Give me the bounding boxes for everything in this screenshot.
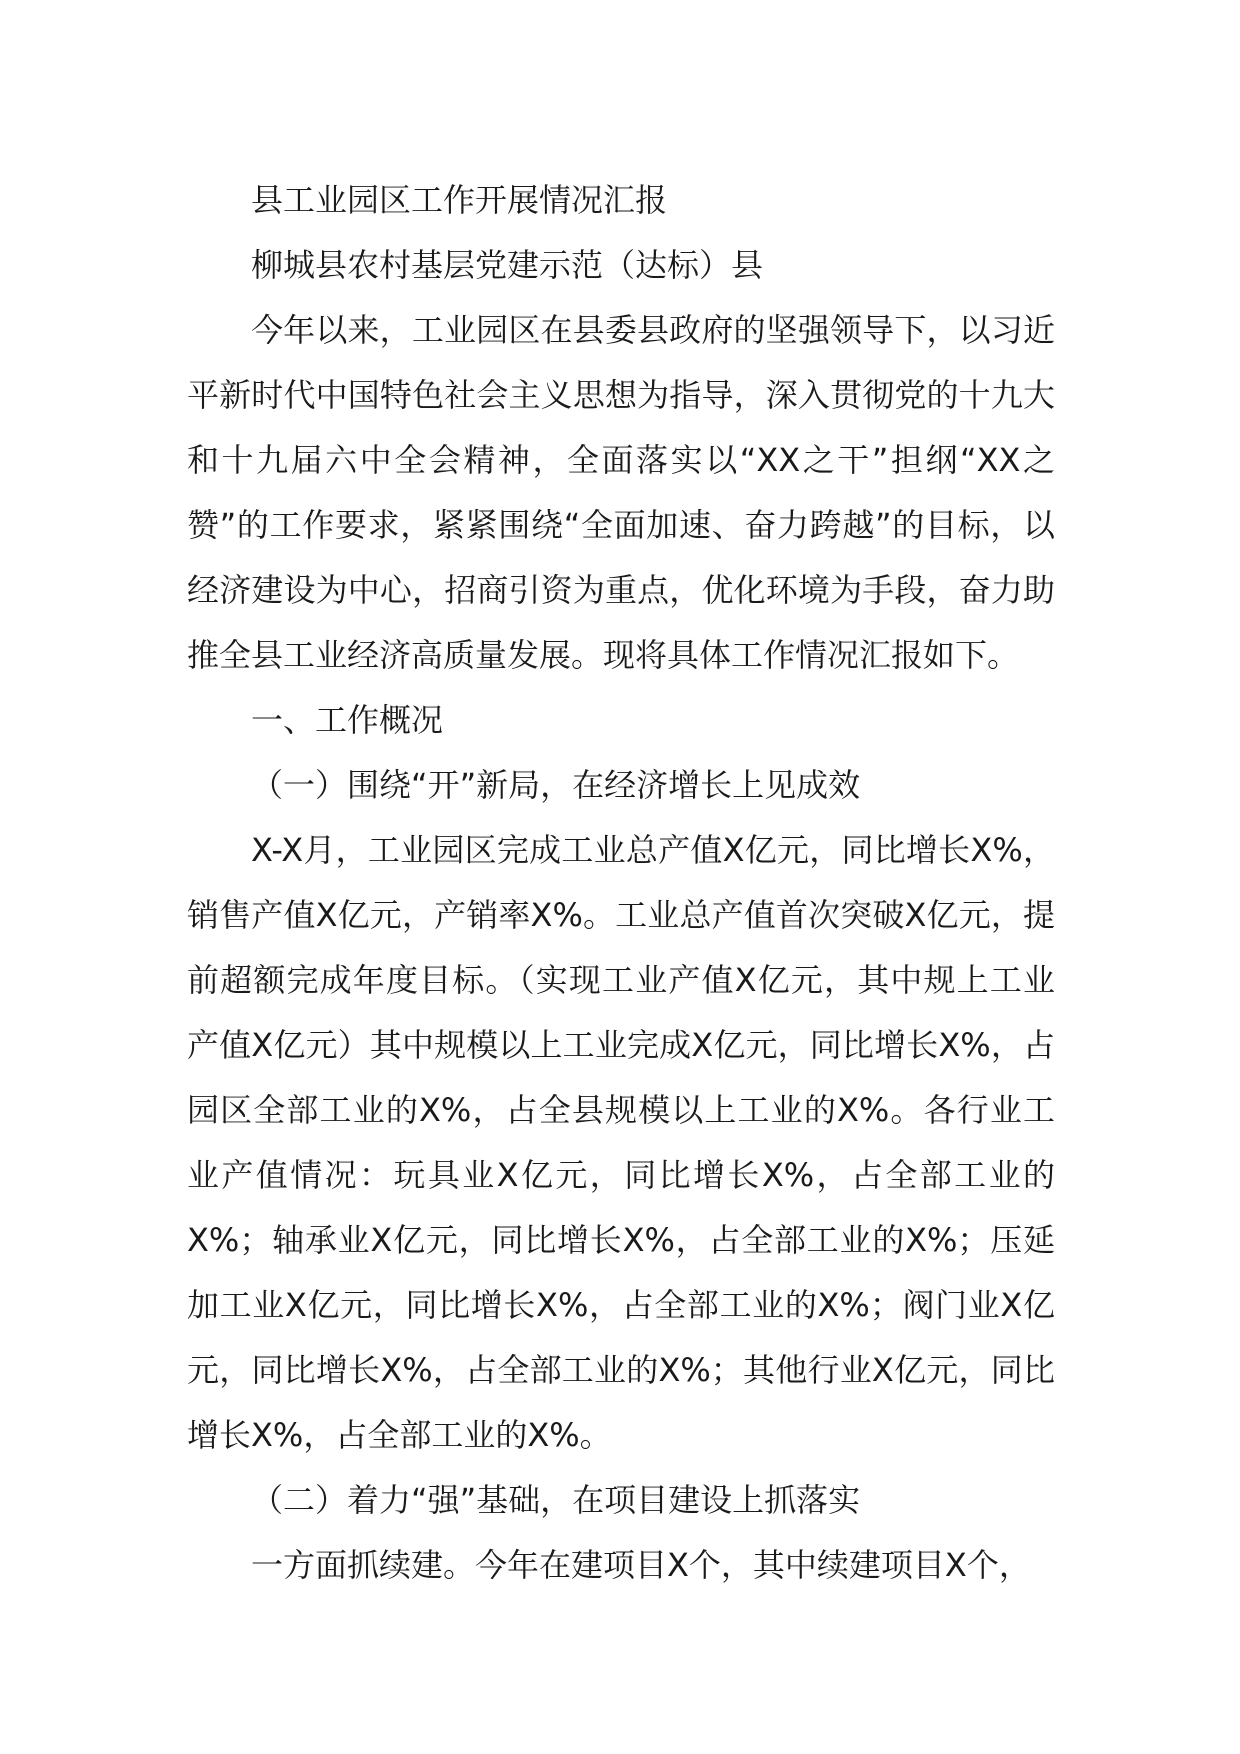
body-paragraph: 一方面抓续建。今年在建项目X个，其中续建项目X个，: [251, 1546, 1031, 1584]
subsection-heading: （一）围绕“开”新局，在经济增长上见成效: [251, 766, 861, 804]
document-page: [187, 168, 1055, 1598]
document-subtitle: 柳城县农村基层党建示范（达标）县: [251, 246, 764, 284]
section-heading: 一、工作概况: [251, 701, 444, 739]
subsection-heading: （二）着力“强”基础，在项目建设上抓落实: [251, 1481, 861, 1519]
intro-paragraph: 今年以来，工业园区在县委县政府的坚强领导下，以习近平新时代中国特色社会主义思想为指导，深入贯彻党的十九大和十九届六中全会精神，全面落实以“XX之干”担纲“XX之赞”的工作要求，紧紧围绕“全面加速、奋力跨越”的目标，以经济建设为中心，招商引资为重点，优化环境为手段，奋力助推全县工业经济高质量发展。现将具体工作情况汇报如下。: [187, 311, 1055, 674]
document-title: 县工业园区工作开展情况汇报: [251, 181, 668, 219]
body-paragraph: X-X月，工业园区完成工业总产值X亿元，同比增长X%，销售产值X亿元，产销率X%。工业总产值首次突破X亿元，提前超额完成年度目标。（实现工业产值X亿元，其中规上工业产值X亿元）其中规模以上工业完成X亿元，同比增长X%，占园区全部工业的X%，占全县规模以上工业的X%。各行业工业产值情况：玩具业X亿元，同比增长X%，占全部工业的X%；轴承业X亿元，同比增长X%，占全部工业的X%；压延加工业X亿元，同比增长X%，占全部工业的X%；阀门业X亿元，同比增长X%，占全部工业的X%；其他行业X亿元，同比增长X%，占全部工业的X%。: [187, 831, 1055, 1454]
